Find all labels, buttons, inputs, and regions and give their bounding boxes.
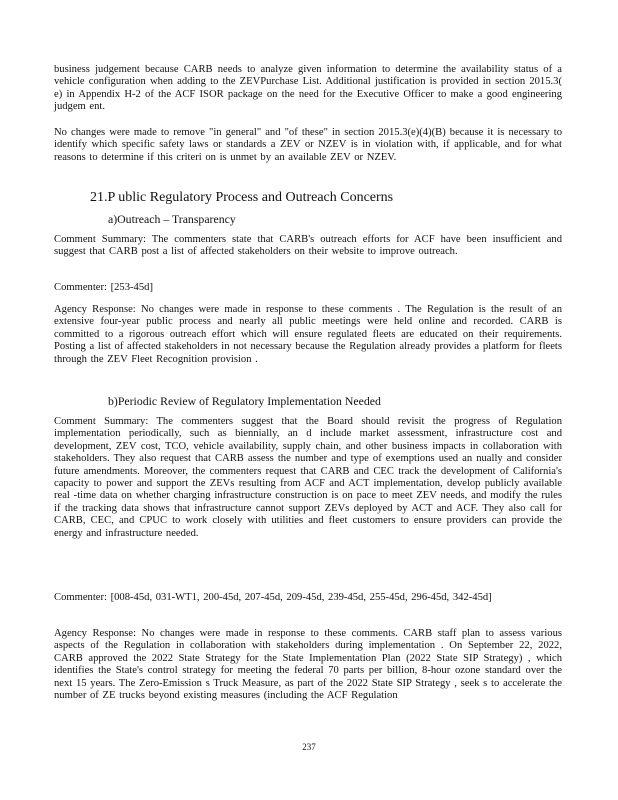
- commenter-list-outreach: Commenter: [253-45d]: [54, 282, 153, 293]
- agency-response-outreach: Agency Response: No changes were made in response to these comments . The Regulation is the result of an extensive four-year public process and nearly all public meetings were held online and recorded. CARB is committed to a rigorous outreach effort which will ensure regulated fleets are educated on their requirements. Posting a list of affected stakeholders in not necessary because the Regulation already provides a platform for fleets through the ZEV Fleet Recognition provision .: [54, 304, 562, 365]
- commenter-list-periodic-review: Commenter: [008-45d, 031-WT1, 200-45d, 207-45d, 209-45d, 239-45d, 255-45d, 296-45d, 342-45d]: [54, 592, 492, 603]
- subheading-periodic-review: b)Periodic Review of Regulatory Implementation Needed: [108, 394, 381, 408]
- comment-summary-outreach: Comment Summary: The commenters state that CARB's outreach efforts for ACF have been insufficient and suggest that CARB post a list of affected stakeholders on their website to improve outreach.: [54, 234, 562, 258]
- paragraph-engineering-judgement: business judgement because CARB needs to analyze given information to determine the availability status of a vehicle configuration when adding to the ZEVPurchase List. Additional justification is provided in section 2015.3( e) in Appendix H-2 of the ACF ISOR package on the need for the Executive Officer to make a good engineering judgem ent.: [54, 64, 562, 113]
- section-heading-21: 21.P ublic Regulatory Process and Outreach Concerns: [90, 190, 394, 205]
- paragraph-no-changes-section-2015: No changes were made to remove "in general" and "of these" in section 2015.3(e)(4)(B) because it is necessary to identify which specific safety laws or standards a ZEV or NZEV is in violation with, if applicable, and for what reasons to determine if this criteri on is unmet by an available ZEV or NZEV.: [54, 127, 562, 163]
- comment-summary-periodic-review: Comment Summary: The commenters suggest that the Board should revisit the progress of Regulation implementation periodically, such as biennially, an d include market assessment, infrastructure cost and development, ZEV cost, TCO, vehicle availability, supply chain, and other business impacts in collaboration with stakeholders. They also request that CARB assess the number and type of exemptions used an nually and consider future amendments. Moreover, the commenters request that CARB and CEC track the development of California's capacity to power and support the ZEVs resulting from ACF and ACT implementation, develop publicly available real -time data on whether charging infrastructure construction is on pace to meet ZEV needs, and modify the rules if the tracking data shows that infrastructure cannot support ZEVs deployed by ACT and ACF. They also call for CARB, CEC, and CPUC to work closely with utilities and fleet customers to ensure providers can provide the energy and infrastructure needed.: [54, 416, 562, 539]
- agency-response-periodic-review: Agency Response: No changes were made in response to these comments. CARB staff plan to assess various aspects of the Regulation in collaboration with stakeholders during implementation . On September 22, 2022, CARB approved the 2022 State Strategy for the State Implementation Plan (2022 State SIP Strategy) , which identifies the State's control strategy for meeting the federal 70 parts per billion, 8-hour ozone standard over the next 15 years. The Zero-Emission s Truck Measure, as part of the 2022 State SIP Strategy , seek s to accelerate the number of ZE trucks beyond existing measures (including the ACF Regulation: [54, 628, 562, 702]
- subheading-outreach-transparency: a)Outreach – Transparency: [108, 212, 236, 226]
- page-number: 237: [302, 742, 316, 752]
